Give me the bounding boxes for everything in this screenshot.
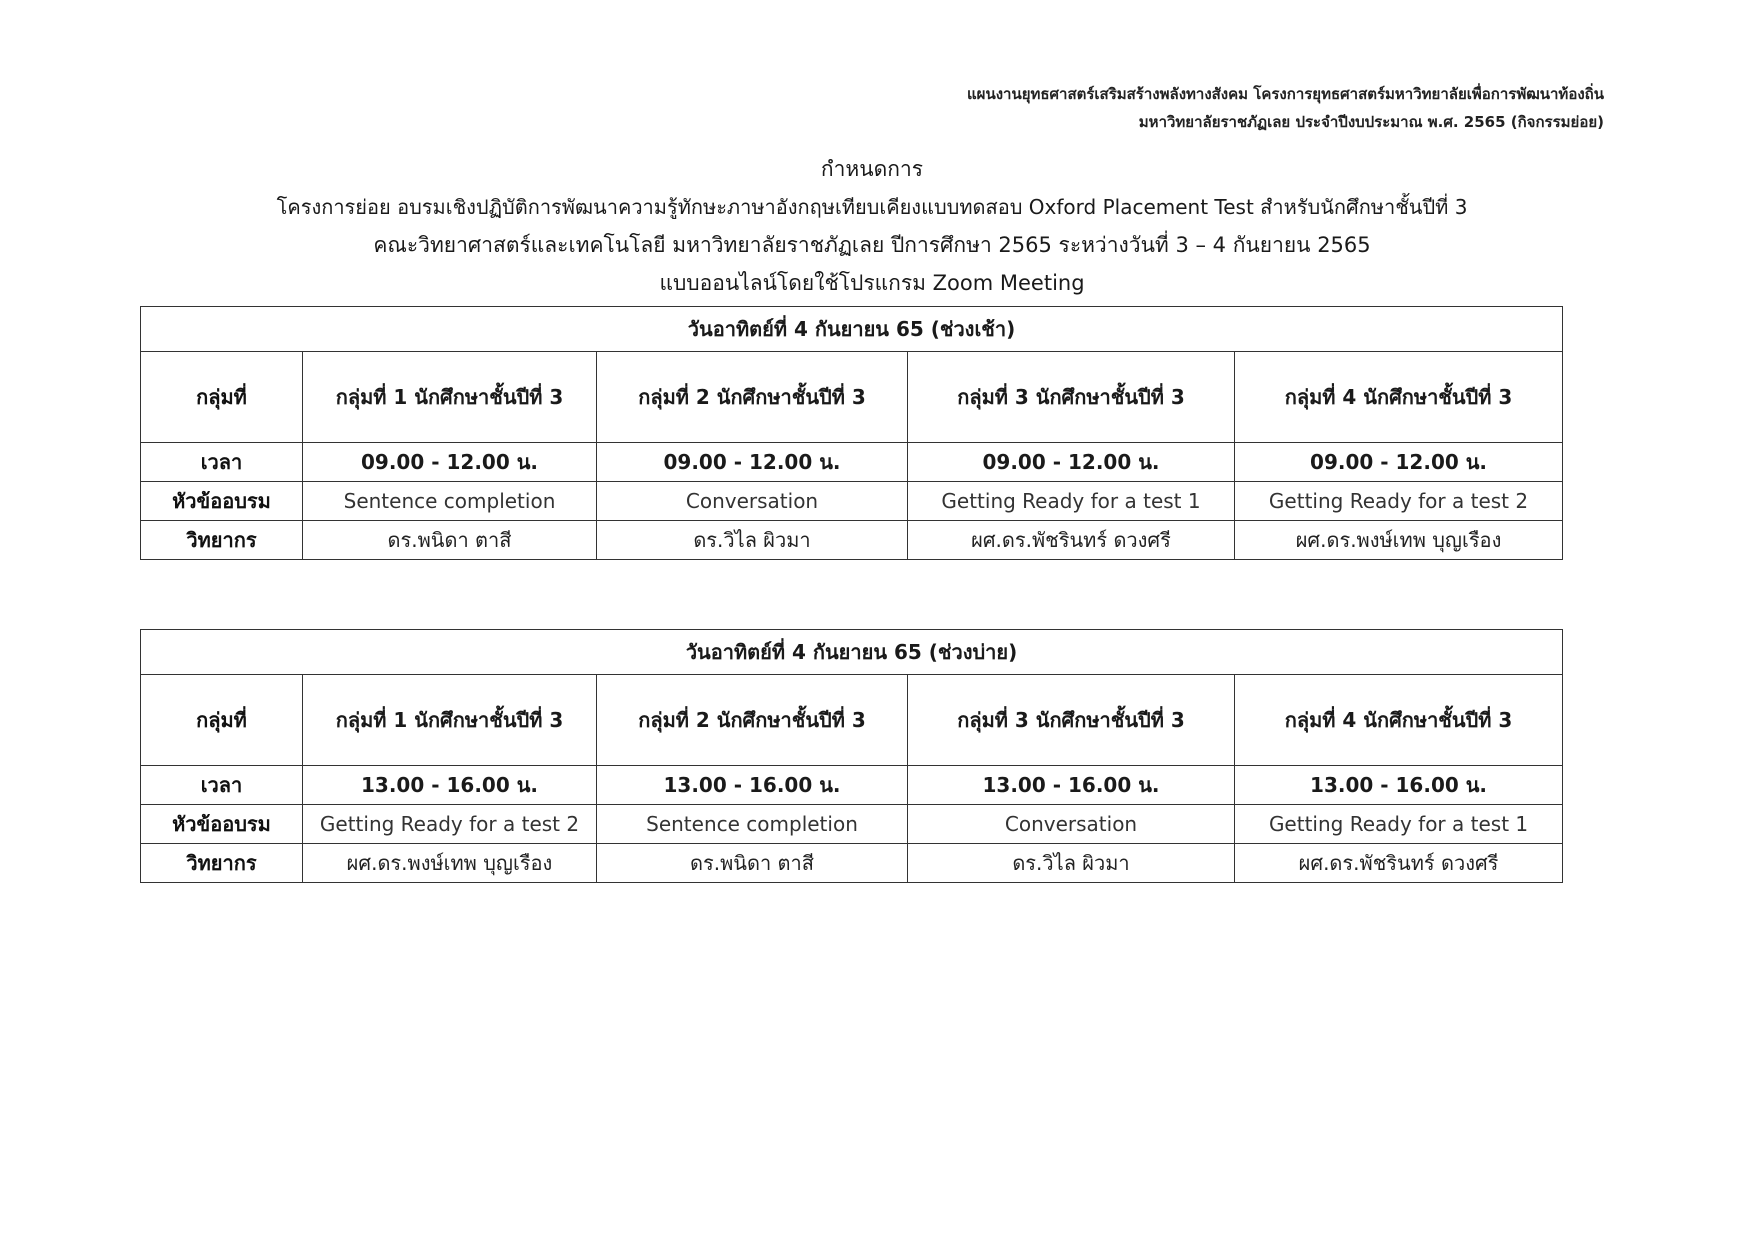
session-heading: วันอาทิตย์ที่ 4 กันยายน 65 (ช่วงบ่าย) <box>141 630 1563 675</box>
group-cell: กลุ่มที่ 2 นักศึกษาชั้นปีที่ 3 <box>597 352 908 443</box>
session-heading: วันอาทิตย์ที่ 4 กันยายน 65 (ช่วงเช้า) <box>141 307 1563 352</box>
table-row <box>141 352 1563 443</box>
group-cell: กลุ่มที่ 1 นักศึกษาชั้นปีที่ 3 <box>303 675 597 766</box>
time-cell: 13.00 - 16.00 น. <box>908 766 1235 805</box>
topic-cell: Sentence completion <box>303 482 597 521</box>
topic-cell: Sentence completion <box>597 805 908 844</box>
speaker-cell: ผศ.ดร.พัชรินทร์ ดวงศรี <box>1235 844 1563 883</box>
header-line-2: มหาวิทยาลัยราชภัฏเลย ประจำปีงบประมาณ พ.ศ. 2565 (กิจกรรมย่อย) <box>1138 113 1604 131</box>
speaker-cell: ดร.พนิดา ตาสี <box>303 521 597 560</box>
topic-cell: Conversation <box>908 805 1235 844</box>
document-header <box>967 80 1604 136</box>
row-label-topic: หัวข้ออบรม <box>141 805 303 844</box>
time-cell: 09.00 - 12.00 น. <box>303 443 597 482</box>
group-cell: กลุ่มที่ 3 นักศึกษาชั้นปีที่ 3 <box>908 352 1235 443</box>
table-row <box>141 675 1563 766</box>
group-cell: กลุ่มที่ 1 นักศึกษาชั้นปีที่ 3 <box>303 352 597 443</box>
time-cell: 13.00 - 16.00 น. <box>1235 766 1563 805</box>
table-row <box>141 766 1563 805</box>
row-label-time: เวลา <box>141 443 303 482</box>
time-cell: 13.00 - 16.00 น. <box>303 766 597 805</box>
topic-cell: Getting Ready for a test 1 <box>908 482 1235 521</box>
topic-cell: Getting Ready for a test 2 <box>1235 482 1563 521</box>
time-cell: 09.00 - 12.00 น. <box>908 443 1235 482</box>
row-label-group: กลุ่มที่ <box>141 675 303 766</box>
table-row <box>141 805 1563 844</box>
speaker-cell: ดร.วิไล ผิวมา <box>908 844 1235 883</box>
title-faculty-date: คณะวิทยาศาสตร์และเทคโนโลยี มหาวิทยาลัยราชภัฏเลย ปีการศึกษา 2565 ระหว่างวันที่ 3 – 4 กันยายน 2565 <box>373 233 1371 257</box>
row-label-time: เวลา <box>141 766 303 805</box>
row-label-speaker: วิทยากร <box>141 844 303 883</box>
speaker-cell: ผศ.ดร.พงษ์เทพ บุญเรือง <box>1235 521 1563 560</box>
time-cell: 13.00 - 16.00 น. <box>597 766 908 805</box>
table-row <box>141 443 1563 482</box>
time-cell: 09.00 - 12.00 น. <box>1235 443 1563 482</box>
schedule-table-morning <box>140 306 1563 560</box>
title-online-mode: แบบออนไลน์โดยใช้โปรแกรม Zoom Meeting <box>659 271 1085 295</box>
topic-cell: Getting Ready for a test 1 <box>1235 805 1563 844</box>
table-row <box>141 521 1563 560</box>
row-label-speaker: วิทยากร <box>141 521 303 560</box>
group-cell: กลุ่มที่ 3 นักศึกษาชั้นปีที่ 3 <box>908 675 1235 766</box>
speaker-cell: ผศ.ดร.พัชรินทร์ ดวงศรี <box>908 521 1235 560</box>
table-row <box>141 844 1563 883</box>
schedule-table-afternoon <box>140 629 1563 883</box>
topic-cell: Conversation <box>597 482 908 521</box>
title-project: โครงการย่อย อบรมเชิงปฏิบัติการพัฒนาความรู้ทักษะภาษาอังกฤษเทียบเคียงแบบทดสอบ Oxford Placement Test สำหรับนักศึกษาชั้นปีที่ 3 <box>276 195 1468 219</box>
group-cell: กลุ่มที่ 2 นักศึกษาชั้นปีที่ 3 <box>597 675 908 766</box>
group-cell: กลุ่มที่ 4 นักศึกษาชั้นปีที่ 3 <box>1235 675 1563 766</box>
time-cell: 09.00 - 12.00 น. <box>597 443 908 482</box>
group-cell: กลุ่มที่ 4 นักศึกษาชั้นปีที่ 3 <box>1235 352 1563 443</box>
speaker-cell: ดร.พนิดา ตาสี <box>597 844 908 883</box>
topic-cell: Getting Ready for a test 2 <box>303 805 597 844</box>
speaker-cell: ผศ.ดร.พงษ์เทพ บุญเรือง <box>303 844 597 883</box>
speaker-cell: ดร.วิไล ผิวมา <box>597 521 908 560</box>
header-line-1: แผนงานยุทธศาสตร์เสริมสร้างพลังทางสังคม โครงการยุทธศาสตร์มหาวิทยาลัยเพื่อการพัฒนาท้องถิ่น <box>966 85 1604 103</box>
table-row <box>141 482 1563 521</box>
row-label-group: กลุ่มที่ <box>141 352 303 443</box>
row-label-topic: หัวข้ออบรม <box>141 482 303 521</box>
title-schedule: กำหนดการ <box>820 157 924 181</box>
document-title-block <box>0 150 1744 302</box>
